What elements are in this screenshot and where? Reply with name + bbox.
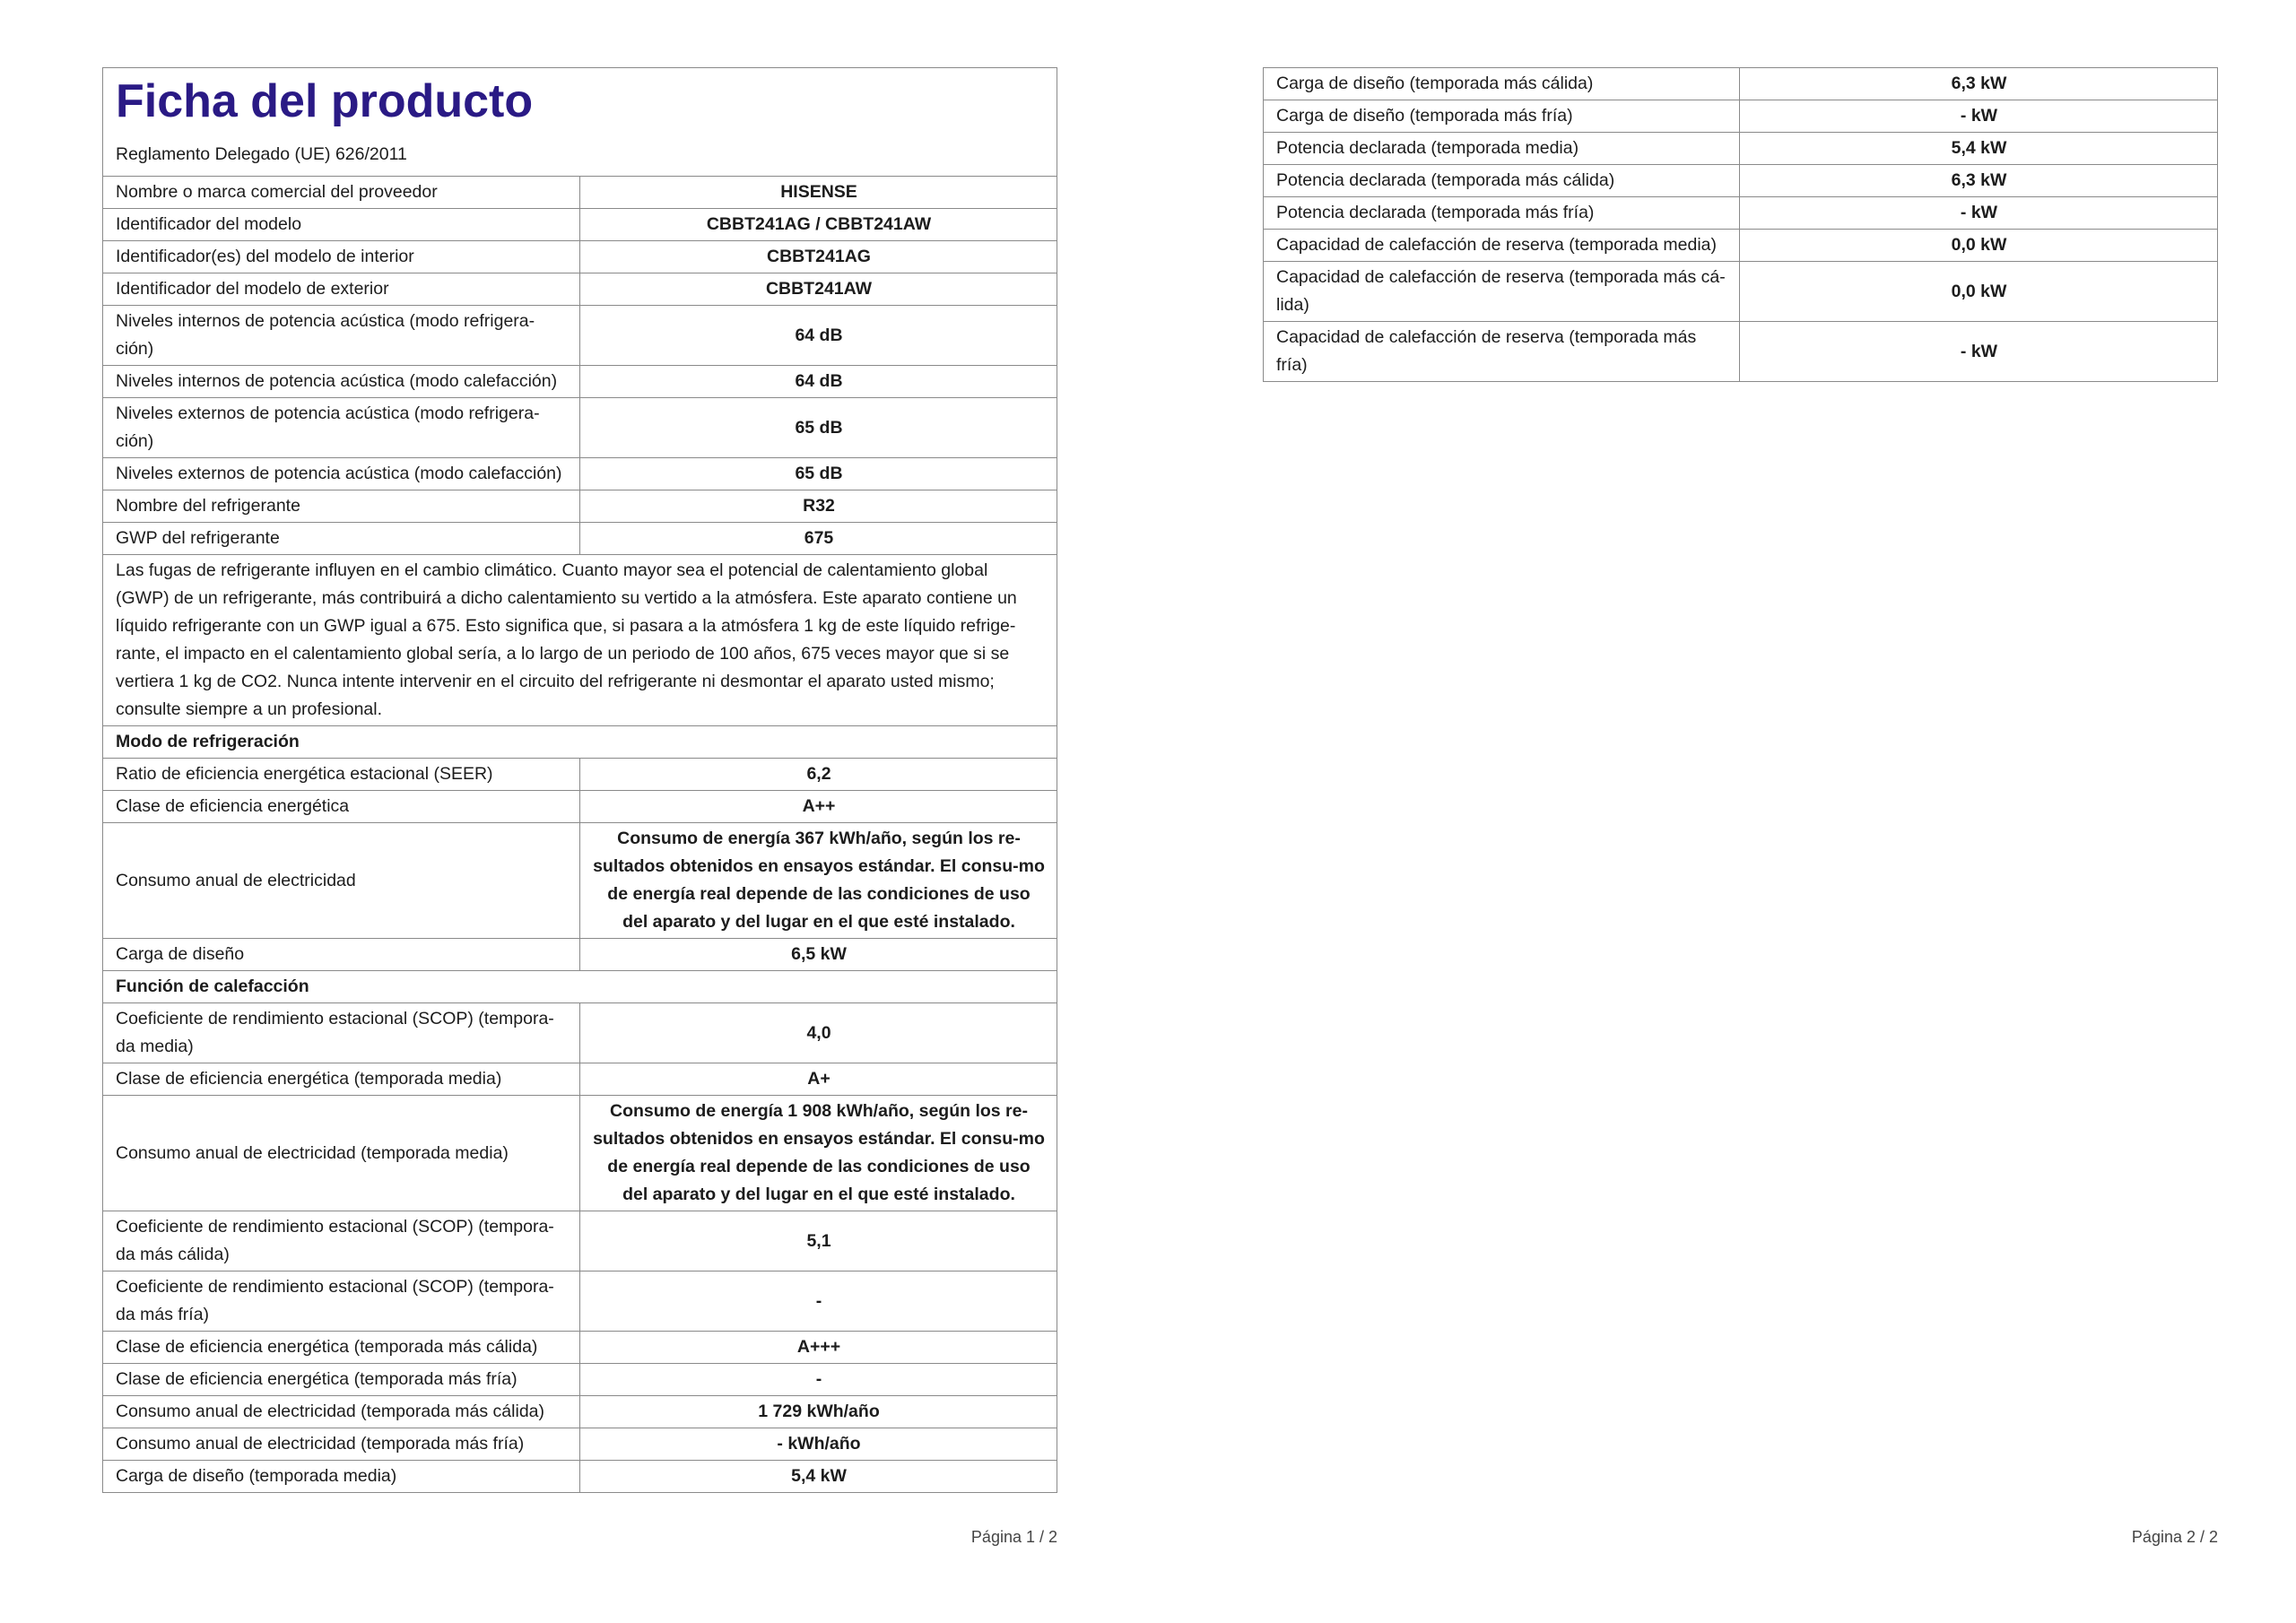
- table-row: [1264, 133, 2218, 165]
- table-row: [103, 458, 1057, 490]
- row-value: 675: [580, 523, 1057, 555]
- row-label: Coeficiente de rendimiento estacional (SCOP) (tempora-da más cálida): [103, 1211, 580, 1271]
- row-value: HISENSE: [580, 177, 1057, 209]
- row-value: 65 dB: [580, 398, 1057, 458]
- page-1: [102, 67, 1057, 1493]
- row-value: 6,2: [580, 759, 1057, 791]
- row-value: -: [580, 1364, 1057, 1396]
- table-row: [103, 1396, 1057, 1428]
- row-label: Potencia declarada (temporada más cálida): [1264, 165, 1740, 197]
- row-value: - kW: [1740, 197, 2218, 230]
- row-value: 5,4 kW: [580, 1461, 1057, 1493]
- row-label: Carga de diseño (temporada más fría): [1264, 100, 1740, 133]
- table-row: [103, 1063, 1057, 1096]
- page-1-footer: Página 1 / 2: [970, 1528, 1057, 1546]
- row-value: A+: [580, 1063, 1057, 1096]
- row-label: Nombre del refrigerante: [103, 490, 580, 523]
- row-label: Nombre o marca comercial del proveedor: [103, 177, 580, 209]
- row-label: Clase de eficiencia energética: [103, 791, 580, 823]
- table-row: [103, 1461, 1057, 1493]
- row-label: Coeficiente de rendimiento estacional (SCOP) (tempora-da más fría): [103, 1271, 580, 1332]
- table-row: [103, 241, 1057, 273]
- row-value: 5,1: [580, 1211, 1057, 1271]
- page-title: Ficha del producto: [116, 75, 534, 127]
- row-label: Coeficiente de rendimiento estacional (SCOP) (tempora-da media): [103, 1003, 580, 1063]
- row-label: Carga de diseño: [103, 939, 580, 971]
- page-2: [1263, 67, 2218, 382]
- table-row: [1264, 197, 2218, 230]
- row-label: Potencia declarada (temporada más fría): [1264, 197, 1740, 230]
- table-row: [103, 823, 1057, 939]
- product-sheet-table: [102, 67, 1057, 1493]
- table-row: [103, 1332, 1057, 1364]
- row-label: Niveles internos de potencia acústica (modo calefacción): [103, 366, 580, 398]
- table-row: [103, 398, 1057, 458]
- table-row: [1264, 262, 2218, 322]
- row-label: Niveles internos de potencia acústica (modo refrigera-ción): [103, 306, 580, 366]
- section-heading-heating-row: [103, 971, 1057, 1003]
- table-row: [103, 1271, 1057, 1332]
- row-value: -: [580, 1271, 1057, 1332]
- table-row: [103, 1364, 1057, 1396]
- row-label: Identificador del modelo: [103, 209, 580, 241]
- row-value: 64 dB: [580, 366, 1057, 398]
- table-row: [103, 1096, 1057, 1211]
- row-value: A+++: [580, 1332, 1057, 1364]
- row-value: 0,0 kW: [1740, 230, 2218, 262]
- table-row: [103, 209, 1057, 241]
- row-value: R32: [580, 490, 1057, 523]
- table-row: [103, 490, 1057, 523]
- table-row: [103, 273, 1057, 306]
- header-cell: [103, 68, 1057, 177]
- row-label: Capacidad de calefacción de reserva (temporada más cá-lida): [1264, 262, 1740, 322]
- table-row: [103, 1428, 1057, 1461]
- section-heading-heating: Función de calefacción: [103, 971, 1057, 1003]
- table-row: [103, 306, 1057, 366]
- row-value: Consumo de energía 1 908 kWh/año, según los re-sultados obtenidos en ensayos estándar. El consu-mo de energía real depende de las condiciones de uso del aparato y del lugar en el que esté instalado.: [580, 1096, 1057, 1211]
- row-value: 64 dB: [580, 306, 1057, 366]
- row-label: GWP del refrigerante: [103, 523, 580, 555]
- row-value: 65 dB: [580, 458, 1057, 490]
- row-label: Carga de diseño (temporada media): [103, 1461, 580, 1493]
- row-label: Clase de eficiencia energética (temporada más cálida): [103, 1332, 580, 1364]
- table-row: [103, 939, 1057, 971]
- row-value: - kW: [1740, 322, 2218, 382]
- table-row: [1264, 68, 2218, 100]
- row-label: Carga de diseño (temporada más cálida): [1264, 68, 1740, 100]
- table-row: [1264, 230, 2218, 262]
- table-row: [103, 1211, 1057, 1271]
- row-value: 5,4 kW: [1740, 133, 2218, 165]
- row-value: 6,5 kW: [580, 939, 1057, 971]
- row-label: Clase de eficiencia energética (temporada más fría): [103, 1364, 580, 1396]
- row-value: CBBT241AG: [580, 241, 1057, 273]
- table-row: [103, 523, 1057, 555]
- row-label: Consumo anual de electricidad (temporada más cálida): [103, 1396, 580, 1428]
- refrigerant-note: Las fugas de refrigerante influyen en el cambio climático. Cuanto mayor sea el potencial de calentamiento global (GWP) de un refrigerante, más contribuirá a dicho calentamiento su vertido a la atmósfera. Este aparato contiene un líquido refrigerante con un GWP igual a 675. Esto significa que, si pasara a la atmósfera 1 kg de este líquido refrige-rante, el impacto en el calentamiento global sería, a lo largo de un periodo de 100 años, 675 veces mayor que si se vertiera 1 kg de CO2. Nunca intente intervenir en el circuito del refrigerante ni desmontar el aparato usted mismo; consulte siempre a un profesional.: [103, 555, 1057, 726]
- row-value: - kWh/año: [580, 1428, 1057, 1461]
- row-label: Clase de eficiencia energética (temporada media): [103, 1063, 580, 1096]
- row-value: - kW: [1740, 100, 2218, 133]
- refrigerant-note-row: [103, 555, 1057, 726]
- table-row: [103, 1003, 1057, 1063]
- row-value: Consumo de energía 367 kWh/año, según los re-sultados obtenidos en ensayos estándar. El consu-mo de energía real depende de las condiciones de uso del aparato y del lugar en el que esté instalado.: [580, 823, 1057, 939]
- table-row: [103, 759, 1057, 791]
- row-label: Capacidad de calefacción de reserva (temporada más fría): [1264, 322, 1740, 382]
- row-value: 6,3 kW: [1740, 68, 2218, 100]
- row-value: A++: [580, 791, 1057, 823]
- header-row: [103, 68, 1057, 177]
- page-2-footer: Página 2 / 2: [2131, 1528, 2218, 1546]
- table-row: [103, 177, 1057, 209]
- section-heading-cooling-row: [103, 726, 1057, 759]
- row-label: Ratio de eficiencia energética estacional (SEER): [103, 759, 580, 791]
- product-sheet-table-continued: [1263, 67, 2218, 382]
- row-label: Consumo anual de electricidad (temporada más fría): [103, 1428, 580, 1461]
- table-row: [1264, 100, 2218, 133]
- row-label: Niveles externos de potencia acústica (modo calefacción): [103, 458, 580, 490]
- row-label: Capacidad de calefacción de reserva (temporada media): [1264, 230, 1740, 262]
- row-value: 0,0 kW: [1740, 262, 2218, 322]
- row-value: CBBT241AW: [580, 273, 1057, 306]
- row-value: 1 729 kWh/año: [580, 1396, 1057, 1428]
- row-label: Identificador(es) del modelo de interior: [103, 241, 580, 273]
- row-label: Consumo anual de electricidad: [103, 823, 580, 939]
- table-row: [103, 791, 1057, 823]
- table-row: [103, 366, 1057, 398]
- table-row: [1264, 165, 2218, 197]
- regulation-subtitle: Reglamento Delegado (UE) 626/2011: [116, 144, 407, 164]
- row-label: Identificador del modelo de exterior: [103, 273, 580, 306]
- row-label: Potencia declarada (temporada media): [1264, 133, 1740, 165]
- table-row: [1264, 322, 2218, 382]
- row-value: CBBT241AG / CBBT241AW: [580, 209, 1057, 241]
- row-value: 6,3 kW: [1740, 165, 2218, 197]
- section-heading-cooling: Modo de refrigeración: [103, 726, 1057, 759]
- row-label: Niveles externos de potencia acústica (modo refrigera-ción): [103, 398, 580, 458]
- row-value: 4,0: [580, 1003, 1057, 1063]
- row-label: Consumo anual de electricidad (temporada media): [103, 1096, 580, 1211]
